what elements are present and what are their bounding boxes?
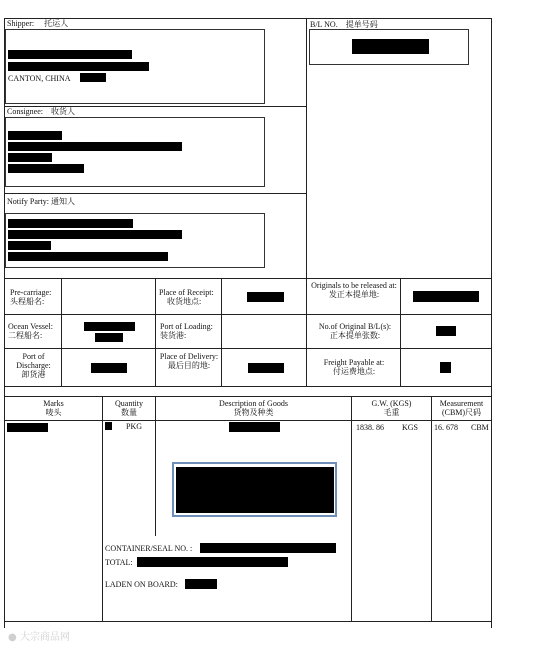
container-seal-label: CONTAINER/SEAL NO. : (105, 544, 193, 553)
redacted-description (229, 422, 280, 432)
redacted-total (137, 557, 288, 567)
bl-no-label: B/L NO. 提单号码 (310, 20, 378, 29)
redacted-notify-3 (8, 241, 51, 250)
description-header: Description of Goods 货物及种类 (219, 399, 288, 418)
place-receipt-label: Place of Receipt: 收货地点: (159, 288, 214, 307)
shipper-location: CANTON, CHINA (8, 74, 71, 83)
grid-col4 (306, 278, 307, 386)
redacted-originals (413, 291, 479, 302)
marks-header: Marks 唛头 (43, 399, 64, 418)
redacted-quantity (105, 422, 112, 430)
redacted-consignee-1 (8, 131, 62, 140)
redacted-place-delivery (248, 363, 284, 373)
cbm-value: 16. 678 (434, 423, 458, 432)
port-discharge-label: Port of Discharge: 卸货港 (16, 352, 51, 380)
redacted-port-discharge (91, 363, 127, 373)
laden-on-board-label: LADEN ON BOARD: (105, 580, 178, 589)
gw-value: 1838. 86 (356, 423, 384, 432)
grid-col3 (221, 278, 222, 386)
cargo-col3 (351, 396, 352, 621)
redacted-image-content (176, 467, 334, 513)
quantity-header: Quantity 数量 (115, 399, 143, 418)
place-delivery-label: Place of Delivery: 最后目的地: (159, 352, 219, 371)
redacted-consignee-3 (8, 153, 52, 162)
pre-carriage-label: Pre-carriage: 头程船名: (10, 288, 52, 307)
watermark: ● 大宗商品网 (8, 632, 70, 643)
qty-unit: PKG (126, 422, 143, 431)
redacted-place-receipt (247, 292, 284, 302)
redacted-shipper-3 (80, 73, 106, 82)
redacted-vessel-2 (95, 333, 123, 342)
redacted-marks (7, 423, 48, 432)
grid-row1-bottom (4, 314, 492, 315)
redacted-freight (440, 362, 451, 373)
redacted-laden (185, 579, 217, 589)
redacted-consignee-4 (8, 164, 84, 173)
gw-header: G.W. (KGS) 毛重 (371, 399, 412, 418)
redacted-notify-1 (8, 219, 133, 228)
grid-col2 (155, 278, 156, 386)
shipper-label: Shipper: 托运人 (7, 19, 69, 28)
redacted-vessel-1 (84, 322, 135, 331)
cargo-header-bottom (4, 420, 492, 421)
redacted-container-seal (200, 543, 336, 553)
cbm-unit: CBM (471, 423, 489, 432)
consignee-label: Consignee: 收货人 (7, 107, 75, 116)
redacted-notify-4 (8, 252, 168, 261)
redacted-no-original (436, 326, 456, 336)
grid-bottom (4, 386, 492, 387)
grid-row2-bottom (4, 348, 492, 349)
port-loading-label: Port of Loading: 装货港: (160, 322, 213, 341)
redacted-consignee-2 (8, 142, 182, 151)
notify-separator (4, 193, 306, 194)
grid-col1 (61, 278, 62, 386)
grid-top (4, 278, 492, 279)
freight-label: Freight Payable at: 付运费地点: (323, 358, 385, 377)
originals-label: Originals to be released at: 发正本提单地: (311, 281, 397, 300)
left-border (4, 18, 5, 628)
no-original-label: No.of Original B/L(s): 正本提单张数: (318, 322, 392, 341)
measurement-header: Measurement (CBM)尺码 (439, 399, 484, 418)
ocean-vessel-label: Ocean Vessel: 二程船名: (8, 322, 53, 341)
grid-col5 (400, 278, 401, 386)
header-divider (306, 18, 307, 278)
redacted-bl-no (352, 39, 429, 54)
camera-icon: ● (8, 632, 17, 643)
notify-label: Notify Party: 通知人 (7, 197, 75, 206)
cargo-bottom (4, 621, 492, 622)
cargo-top (4, 396, 492, 397)
cargo-col4 (431, 396, 432, 621)
consignee-box (5, 117, 265, 187)
redacted-shipper-2 (8, 62, 149, 71)
redacted-notify-2 (8, 230, 182, 239)
total-label: TOTAL: (105, 558, 133, 567)
right-border (491, 18, 492, 628)
redacted-shipper-1 (8, 50, 132, 59)
cargo-col1 (102, 396, 103, 621)
top-border (4, 18, 492, 19)
gw-unit: KGS (402, 423, 419, 432)
